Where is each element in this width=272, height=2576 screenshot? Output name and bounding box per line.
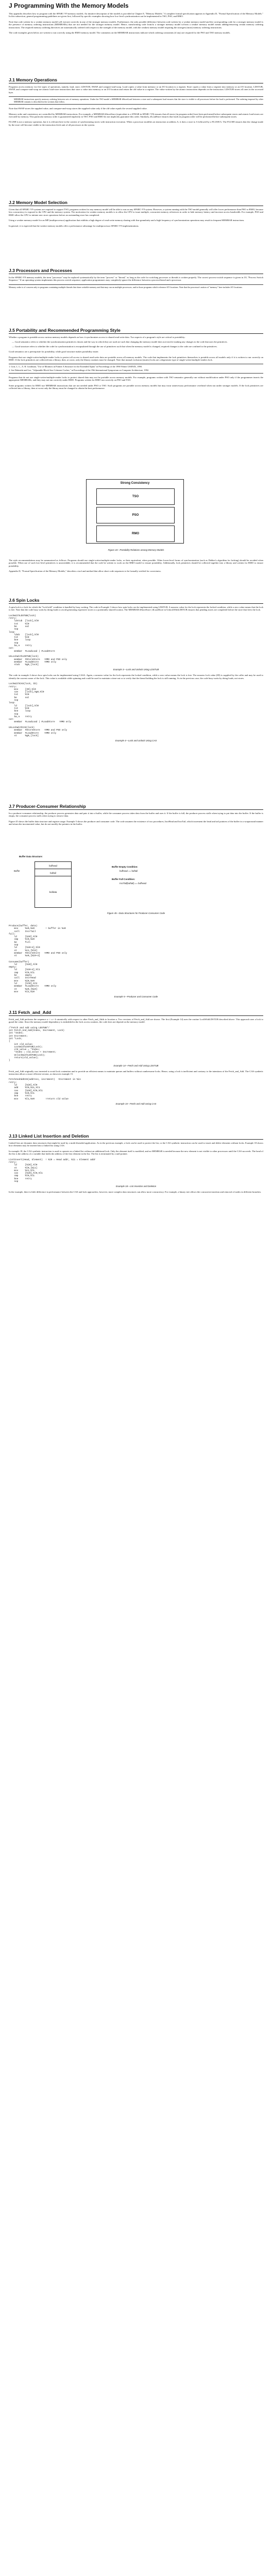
- empty-condition: bufhead == buftail: [120, 870, 138, 872]
- example-caption: Example 14—Fetch and Add Using LDSTUB: [113, 1064, 159, 1067]
- code-listing-produce: Produce(buffer, data) mov %i0,%o0 ! buffer in %o0 call IncrTail full: ld [%i0],%l0 cmp %l0,%o0 be full nop ld [%i0+4],%l0 st %i1,[%l0] membar #StoreStore !RMO and PSO only st %o0,[%i0+4]: [9, 925, 67, 958]
- example-caption: Example 15—Fetch and Add Using CAS: [115, 1102, 157, 1105]
- tso-box: [96, 488, 175, 505]
- example-caption: Example 5—Producer and Consumer Code: [114, 995, 158, 998]
- divider: [9, 284, 263, 285]
- divider: [9, 104, 263, 105]
- full-condition-label: Buffer Full Condition:: [112, 878, 135, 880]
- section-j7-code: [9, 925, 263, 998]
- box-label: RMO: [132, 532, 139, 535]
- section-paragraph: In example 18, the CAS synthetic instruction is used to operate on a linked list without an additional lock. Only the element itself is modified, and no MEMBAR is needed because the new element is not visible to other processors until the CAS succeeds. The head of the list is the address of a variable that holds the address of the first element in the list. The list is terminated by a null pointer.: [9, 1149, 263, 1156]
- intro-block: [9, 12, 263, 34]
- bullet-text: Good semantics refers to whether the synchronization primitives chosen and the way in which they are used are such that changing the memory model does not involve making any changes to the code that uses the primitives.: [14, 341, 228, 344]
- section-heading: [9, 328, 263, 334]
- section-heading: [9, 200, 263, 206]
- section-paragraph: Programs that use single-writer/multiple-reader locks to protect all access to shared read-write data are portable across all memory models. The code that implements the lock primitives themselves is portable across all models only if it is written to run correctly on RMO. If the lock primitives are collected into a library, then, at worst, only the library routines must be changed. Note that mutual exclusion (mutex) locks are a degenerate type of single-writer/multiple-readers lock.: [9, 355, 263, 362]
- bufdata-area: [35, 876, 72, 908]
- section-paragraph: Figure 45 shows the buffer data structure and register usage. Example 5 shows the producer and consumer code. The code assumes the existence of two procedures, IncrHead and IncrTail, which increment the head and tail pointers of the buffer in a wraparound manner and return the incremented value, but do not modify the pointers in the buffer.: [9, 820, 263, 826]
- divider: [9, 373, 263, 374]
- code-listing-consume: Consume(buffer) ld [%i0],%l0 empty: ld [%i0+4],%l1 cmp %l0,%l1 be empty call IncrHead mov %i0,%o0 ld [%l0],%l2 membar #LoadStore !RMO only st %o0,[%i0] mov %l2,%i0: [9, 960, 57, 993]
- section-title: J.5 Portability and Recommended Programming Style: [9, 328, 121, 333]
- section-j5-continued: [9, 559, 263, 573]
- intro-paragraph-1: This appendix describes how to program with the SPARC-V9 memory models. An intuitive description of the models is provided in Chapter 8, "Memory Models." A complete formal specification appears in Appendix D, "Formal Specification of the Memory Models." In this subsection, general programming guidelines are given first, followed by specific examples showing how low-level synchronization can be implemented in TSO, PSO, and RMO.: [9, 12, 263, 18]
- section-heading: [9, 804, 263, 810]
- section-title: J.11 Fetch_and_Add: [9, 1010, 52, 1015]
- section-j11: [9, 1010, 263, 1105]
- code-listing: LockWithLDSTUB(lock) retry: ldstub [lock],%l0 tst %l0 be out nop loop: ldub [lock],%l0 tst %l0 bne loop nop ba,a retry out: membar #LoadLoad | #LoadStore UnLockWithLDSTUB(lock) membar #StoreStore !RMO and PSO only membar #LoadStore !RMO only stub %g0,[lock]: [9, 614, 67, 667]
- figure-caption: Figure 44—Portability Relations among Memory Models: [108, 549, 164, 551]
- field-label: buftail: [50, 871, 56, 874]
- example-caption: Example 4—Lock and Unlock Using CAS: [115, 739, 157, 742]
- pso-box: [96, 507, 175, 523]
- section-j3: [9, 268, 263, 289]
- full-condition: IncrTail(buftail) == bufhead: [120, 882, 146, 885]
- section-paragraph: In the example, there is little difference in performance between the CAS and lock approaches, however, more complex data structures can allow more concurrency. For example, a binary tree allows the concurrent insertion and removal of nodes in different branches.: [9, 1191, 262, 1194]
- section-title: J.13 Linked List Insertion and Deletion: [9, 1133, 89, 1139]
- section-title: J.3 Processors and Processes: [9, 268, 72, 273]
- figure-buffer: [9, 855, 263, 920]
- section-paragraph: In general, it is expected that the weaker memory models offer a performance advantage for multiprocessor SPARC-V9 implementations.: [9, 224, 139, 227]
- divider: [9, 96, 263, 97]
- section-paragraph: Fetch_and_Add originally was invented to avoid lock contention and to provide an efficient means to maintain queues and buffers without cumbersome locks. Hence, using a lock is inefficient and contrary to the intentions of the Fetch_and_Add. The CAS synthetic instruction allows a more efficient version, as shown in example 15.: [9, 1070, 263, 1076]
- bullet-item: — Good structure refers to whether the code for synchronization is encapsulated through the use of primitives such that when the memory model is changed, required changes to the code are confined to the primitives.: [12, 345, 217, 348]
- section-paragraph: FLUSH is not a memory operation, but it is relevant here in the context of synchronizing stores with instruction execution. When a processor modifies an instruction at address A, it does a store to A followed by a FLUSH A. The FLUSH ensures that the change made by the store will become visible to the instruction fetch unit of all processors in the system.: [9, 121, 263, 126]
- section-heading: [9, 268, 263, 274]
- section-paragraph: Appendix D, "Formal Specification of the Memory Models," describes a tool and method that allow short code sequences to be formally verified for correctness.: [9, 570, 161, 573]
- section-title: J.1 Memory Operations: [9, 77, 58, 82]
- section-title: J.7 Producer-Consumer Relationship: [9, 804, 86, 809]
- reference-item: 2. See Dubnicki and Lee, "Adjustable Block Size Coherent Caches," in Proceedings of the 19th International Symposium on Computer Architecture, 1992.: [9, 368, 149, 371]
- section-j7: [9, 804, 263, 826]
- code-listing: FetchAndAddCAS(address, increment) !Increment in %i1 retry: ld [%i0],%l0 add %l0,%i1,%l1 cas [%i0],%l0,%l1 cmp %l0,%l1 bne retry mov %l1,%o0 !return old value: [9, 1078, 81, 1100]
- section-paragraph: Note that SWAP stores the supplied value, and compare-and-swap stores the supplied value only if the old value equals the second supplied value.: [9, 107, 147, 110]
- section-title: J.2 Memory Model Selection: [9, 200, 67, 205]
- section-j1: [9, 77, 263, 126]
- section-paragraph: Programs that do not use single-writer/multiple-reader locks to protect shared data may not be portable across memory models. For example, programs written with TSO semantics generally run without modification under PSO only if the programmer inserts the appropriate MEMBARs, and they may not run correctly under RMO. Programs written for RMO run correctly on PSO and TSO.: [9, 376, 263, 382]
- struct-label: Buffer Data Structure:: [19, 855, 43, 858]
- section-paragraph: Programs access memory via five types of operations, namely, load, store, LDSTUB, SWAP, and compare-and-swap. Load copies a value from memory or an I/O location to a register. Store copies a value from a register into memory or an I/O location. LDSTUB, SWAP, and compare-and-swap are atomic load-store instructions that store a value into memory or an I/O location and return the old value in a register. The value written by the atomic instructions depends on the instruction. LDSTUB stores all ones in the accessed byte.: [9, 86, 263, 94]
- buffer-label: Buffer: [14, 870, 20, 872]
- section-paragraph: In the SPARC-V9 memory models, the term "processor" may be replaced systematically by the term "process" or "thread," as long as the code for switching processes or threads is written properly. The correct process-switch sequence is given in J.8, "Process Switch Sequence." If an operating system implements this process switch sequence, application programmers may completely ignore the difference between a process/thread and a processor.: [9, 276, 263, 282]
- example-caption: Example 3—Lock and Unlock Using LDSTUB: [113, 668, 159, 671]
- box-label: Strong Consistency: [120, 482, 150, 485]
- section-heading: [9, 1010, 263, 1016]
- section-title: J.6 Spin Locks: [9, 598, 40, 603]
- section-paragraph: The code in example 4 shows how spin locks can be implemented using CASA. Again, a nonzero value for the lock represents the locked condition, while a zero value means the lock is free. The nonzero lock value (ID) is supplied by the caller and may be used to identify the current owner of the lock. This value is available while spinning and could be used to maintain a time-out or to verify that the thread holding the lock is still running. As in the previous case, the code busy-waits by doing loads, not stores.: [9, 674, 263, 680]
- chapter-title: J Programming With the Memory Models: [9, 2, 129, 9]
- code-listing: /*Fetch and Add using LDSTUB*/ int Fetch_And_Add(Index, Increment, Lock) int *Index; int Increment; int *Lock; { int old_value; LockWithLDSTUB(Lock); old_value = *Index; *Index = old_value + Increment; UnlockWithLDSTUB(Lock); return(old_value); }: [9, 1026, 65, 1062]
- section-paragraph: Fetch_and_Add performs the sequence a <- a + b atomically with respect to other Fetch_and_Adds to location a. Two versions of Fetch_and_Add are shown. The first (Example 14) uses the routine LockWithLDSTUB described above. This approach uses a lock to guard the value. Since the memory model dependency is embedded in the lock access routines, the code does not depend on the memory model.: [9, 1018, 263, 1024]
- section-paragraph: A spin lock is a lock for which the "lock held" condition is handled by busy waiting. The code in Example 3 shows how spin locks can be implemented using LDSTUB. A nonzero value for the lock represents the locked condition, while a zero value means that the lock is free. Note that the code busy waits by doing loads to avoid generating expensive stores to a potentially shared location. The MEMBAR #StoreStore | #LoadStore in UnlockWithLDSTUB ensures that pending stores are completed before the store that frees the lock.: [9, 606, 263, 612]
- box-label: PSO: [132, 514, 139, 517]
- section-paragraph: Whether a program is portable across various memory models depends on how it synchronizes access to shared read-write data. Two aspects of a program's style are critical to portability:: [9, 336, 185, 338]
- bullet-text: Good structure refers to whether the code for synchronization is encapsulated through the use of primitives such that when the memory model is changed, required changes to the code are confined to the primitives.: [14, 345, 217, 348]
- intro-paragraph-2: Note that code written for a weaker memory model will execute correctly in any of the stronger memory models. Furthermore, the only possible difference between code written for a weaker memory model and the corresponding code for a stronger memory model is the presence of memory ordering instructions (MEMBARs) that are not needed for the stronger memory model. Hence, transforming code from/to a stronger memory model to/from a weaker memory model means adding/removing certain memory ordering instructions. The required memory ordering directives are automatically ordered with respect to the strength of the memory model, with the weakest memory model requiring the strongest (most) memory ordering instructions.: [9, 20, 263, 29]
- section-paragraph: Linked lists are dynamic data structures that might be used by a multi-threaded application. As in the previous example, a lock can be used to protect the list, or the CAS synthetic instruction can be used to insert and delete elements without locks. Example 18 shows how elements may be inserted into a linked list using CAS.: [9, 1142, 263, 1147]
- section-heading: [9, 598, 263, 604]
- figure-caption: Figure 45—Data Structures for Producer-Consumer Code: [107, 912, 165, 914]
- section-paragraph: Some programs written for RMO use MEMBAR instructions that are not needed under PSO or TSO. Such programs are portable across memory models but may incur unnecessary performance overhead when run under stronger models. If the lock primitives are collected into a library, then at worst only the library must be changed to obtain the best performance.: [9, 384, 263, 390]
- box-label: TSO: [132, 495, 139, 498]
- section-paragraph: In a producer-consumer relationship, the producer process generates data and puts it into a buffer, while the consumer process takes data from the buffer and uses it. If the buffer is full, the producer process stalls when trying to put data into the buffer. If the buffer is empty, the consumer process stalls when trying to remove data.: [9, 812, 263, 818]
- code-listing: ListInsert(Head, Element) ! %i0 = Head addr, %i1 = Element addr retry: ld [%i0],%l0 st %l0,[%i1] mov %i1,%l1 cas [%i0],%l0,%l1 cmp %l0,%l1 bne retry nop: [9, 1158, 96, 1183]
- figure-portability: [9, 479, 263, 556]
- section-heading: [9, 77, 263, 83]
- empty-condition-label: Buffer Empty Condition:: [112, 866, 138, 868]
- example-caption: Example 18—List Insertion and Deletion: [115, 1185, 157, 1188]
- rmo-box: [96, 526, 175, 542]
- field-label: bufhead: [49, 864, 57, 867]
- intro-paragraph-3: The code examples given below are written to run correctly using the RMO memory model. The comments on the MEMBAR instructions indicate which ordering constraints (if any) are required for the PSO and TSO memory models.: [9, 31, 231, 35]
- section-j13: [9, 1133, 263, 1194]
- section-heading: [9, 1133, 263, 1140]
- section-j6: [9, 598, 263, 742]
- section-paragraph: Using a weaker memory model for an MP (multiprocessor) application that exhibits a high degree of read-write memory sharing with fine granularity and a high frequency of synchronization operations may result in frequent MEMBAR instructions.: [9, 219, 245, 222]
- section-note: MEMBAR instructions specify memory ordering between sets of memory operations. Under the TSO model a MEMBAR #StoreLoad between a store and a subsequent load ensures that the store is visible to all processors before the load is performed. The ordering imposed by other MEMBAR variants is described in the sections that follow.: [14, 98, 263, 104]
- section-paragraph: Memory order and consistency are controlled by MEMBAR instructions. For example, a MEMBAR #StoreStore (equivalent to a STBAR in SPARC-V8) ensures that all stores (in program order) have been performed before subsequent stores and atomic load-stores are executed by memory. This particular memory order is guaranteed implicitly in TSO. PSO and RMO do not implicitly guarantee this order. Similarly, #LoadStore ensures that loads in program order will be performed before subsequent stores.: [9, 112, 263, 118]
- section-paragraph: The style recommendations may be summarized as follows: Programs should use single-writer/multiple-reader locks, or their equivalent, when possible. Other lower-level forms of synchronization (such as Dekker's algorithm for locking) should be avoided when possible. When use of such low-level primitives is unavoidable, it is recommended that the code be written to work on the RMO model to ensure portability. Additionally, lock primitives should be collected together into a library and written for RMO to ensure portability.: [9, 559, 263, 567]
- code-listing: LockWithCAS(lock, ID) retry: mov [ID],%l0 cas [lock],%g0,%l0 tst %l0 be out nop loop: ld [lock],%l0 tst %l0 bne loop nop ba,a retry out: membar #LoadLoad | #LoadStore !RMO only UnLockWithCAS(lock) membar #StoreStore !RMO and PSO only membar #LoadStore !RMO only st %g0,[lock]: [9, 683, 72, 737]
- footnote: Memory order is of concern only to programs containing multiple threads that share writable memory and that may run on multiple processors, and to those programs which reference I/O locations. Note that the processor's notion of "memory" here includes I/O locations.: [9, 285, 243, 289]
- reference-item: 1. Gott, L. L., A. R. Goodman, "Use of Monitors in Pointer A Structure for the Extended Alpha" in Proceedings of the 1990 Winter USENIX, 1990.: [9, 365, 143, 368]
- bullet-item: — Good semantics refers to whether the synchronization primitives chosen and the way in which they are used are such that changing the memory model does not involve making any changes to the code that uses the primitives.: [12, 341, 228, 344]
- section-j2: [9, 200, 263, 227]
- section-j5: [9, 328, 263, 389]
- section-paragraph: Good semantics are a prerequisite for portability, while good structure makes portability easier.: [9, 350, 99, 353]
- field-label: bufdata: [49, 890, 57, 893]
- section-paragraph: Given that all SPARC-V9 systems are required to support TSO, programs written for any memory model will be able to run on any SPARC-V9 system. However, a system running with the TSO model generally will offer lower performance than PSO or RMO, because less concurrency is exposed to the CPU and the memory system. The motivation for weaker memory models is to allow the CPU to issue multiple, concurrent memory references in order to hide memory latency and increase access bandwidth. For example, PSO and RMO allow the CPU to initiate new store operations before an outstanding store has completed.: [9, 208, 263, 216]
